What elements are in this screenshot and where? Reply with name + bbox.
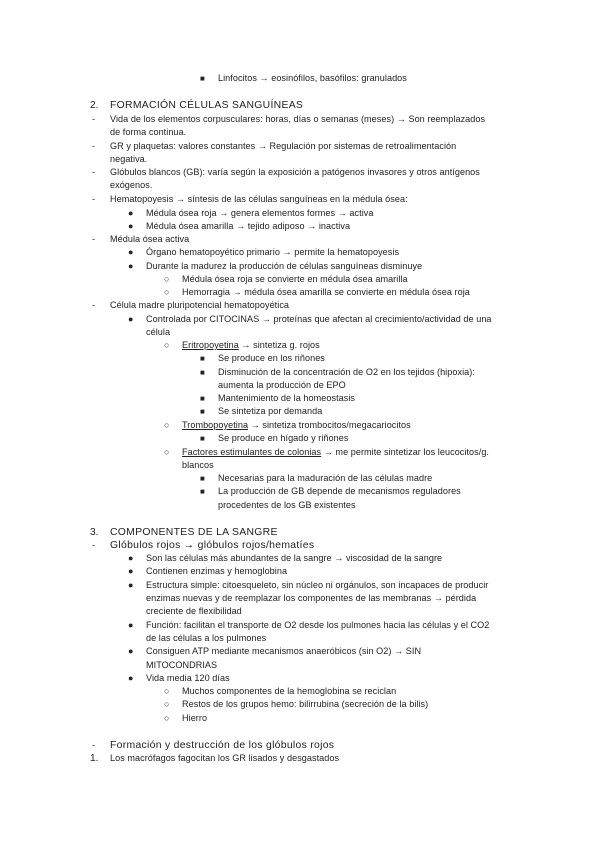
section-heading-componentes: COMPONENTES DE LA SANGRE — [110, 527, 278, 538]
text-line: MITOCONDRIAS — [146, 660, 218, 670]
text-line — [182, 419, 411, 432]
square-bullet-icon: ■ — [200, 434, 205, 443]
text-line: procedentes de los GB existentes — [218, 500, 356, 510]
dot-bullet-icon: ● — [128, 620, 134, 630]
dash-bullet-icon: - — [92, 114, 95, 124]
circle-bullet-icon: ○ — [164, 340, 170, 350]
text-line: Hemorragia → médula ósea amarilla se convierte en médula ósea roja — [182, 287, 470, 297]
text-line: GR y plaquetas: valores constantes → Regulación por sistemas de retroalimentación — [110, 141, 457, 151]
square-bullet-icon: ■ — [200, 474, 205, 483]
underlined-term: Eritropoyetina — [182, 340, 239, 350]
text-line: Vida de los elementos corpusculares: horas, días o semanas (meses) → Son reemplazados — [110, 114, 486, 124]
text-line: Estructura simple: citoesqueleto, sin núcleo ni orgánulos, son incapaces de producir — [146, 580, 489, 590]
dash-bullet-icon: - — [92, 194, 95, 204]
text-line: Necesarias para la maduración de las células madre — [218, 473, 433, 483]
underlined-term: Trombopoyetina — [182, 420, 249, 430]
text-line: Glóbulos blancos (GB): varía según la exposición a patógenos invasores y otros antígenos — [110, 167, 480, 177]
dot-bullet-icon: ● — [128, 673, 134, 683]
text-line: enzimas nuevas y de reemplazar los componentes de las membranas → pérdida — [146, 593, 477, 603]
text-line: Controlada por CITOCINAS → proteínas que afectan al crecimiento/actividad de una — [146, 314, 492, 324]
dot-bullet-icon: ● — [128, 553, 134, 563]
square-bullet-icon: ■ — [200, 354, 205, 363]
text-line: Se produce en hígado y riñones — [218, 433, 349, 443]
text-line: La producción de GB depende de mecanismos reguladores — [218, 486, 461, 496]
text-line — [182, 339, 320, 352]
underlined-term: Factores estimulantes de colonias — [182, 447, 322, 457]
circle-bullet-icon: ○ — [164, 287, 170, 297]
circle-bullet-icon: ○ — [164, 447, 170, 457]
circle-bullet-icon: ○ — [164, 713, 170, 723]
square-bullet-icon: ■ — [200, 74, 205, 83]
dash-bullet-icon: - — [92, 167, 95, 177]
text-line: Son las células más abundantes de la sangre → viscosidad de la sangre — [146, 553, 443, 563]
text-line: Médula ósea roja → genera elementos formes → activa — [146, 208, 374, 218]
text-fragment: → me permite sintetizar los leucocitos/g. — [321, 447, 490, 457]
square-bullet-icon: ■ — [200, 368, 205, 377]
text-line: Linfocitos → eosinófilos, basófilos: granulados — [218, 73, 407, 83]
text-line: Función: facilitan el transporte de O2 desde los pulmones hacia las células y el CO2 — [146, 620, 490, 630]
dash-bullet-icon: - — [92, 141, 95, 151]
text-line: Médula ósea roja se convierte en médula ósea amarilla — [182, 274, 408, 284]
text-line: Restos de los grupos hemo: bilirrubina (secreción de la bilis) — [182, 699, 429, 709]
text-line: de forma continua. — [110, 127, 187, 137]
dot-bullet-icon: ● — [128, 261, 134, 271]
text-line: Durante la madurez la producción de células sanguíneas disminuye — [146, 261, 423, 271]
text-line: célula — [146, 327, 171, 337]
text-line: Disminución de la concentración de O2 en los tejidos (hipoxia): — [218, 367, 475, 377]
square-bullet-icon: ■ — [200, 407, 205, 416]
text-line: exógenos. — [110, 180, 153, 190]
text-line: Se sintetiza por demanda — [218, 406, 323, 416]
circle-bullet-icon: ○ — [164, 420, 170, 430]
text-line: Médula ósea activa — [110, 234, 190, 244]
text-line: Muchos componentes de la hemoglobina se reciclan — [182, 686, 397, 696]
text-line: Hematopoyesis → síntesis de las células sanguíneas en la médula ósea: — [110, 194, 408, 204]
text-line: Se produce en los riñones — [218, 353, 325, 363]
text-line: Órgano hematopoyético primario → permite la hematopoyesis — [146, 247, 400, 257]
text-line: Contienen enzimas y hemoglobina — [146, 566, 288, 576]
text-line: Hierro — [182, 713, 208, 723]
dash-bullet-icon: - — [92, 234, 95, 244]
text-line: Vida media 120 días — [146, 673, 230, 683]
circle-bullet-icon: ○ — [164, 274, 170, 284]
section-heading-formacion: FORMACIÓN CÉLULAS SANGUÍNEAS — [110, 100, 304, 111]
section-number: 3. — [90, 527, 99, 538]
text-line: negativa. — [110, 154, 148, 164]
text-line: creciente de flexibilidad — [146, 606, 242, 616]
text-line: blancos — [182, 460, 214, 470]
circle-bullet-icon: ○ — [164, 686, 170, 696]
text-line: Mantenimiento de la homeostasis — [218, 393, 356, 403]
dash-bullet-icon: - — [92, 300, 95, 310]
dot-bullet-icon: ● — [128, 247, 134, 257]
text-line: Glóbulos rojos → glóbulos rojos/hematíes — [110, 540, 315, 551]
dot-bullet-icon: ● — [128, 208, 134, 218]
text-line: Célula madre pluripotencial hematopoyética — [110, 300, 290, 310]
text-line: Médula ósea amarilla → tejido adiposo → inactiva — [146, 221, 351, 231]
dash-bullet-icon: - — [92, 540, 95, 550]
dot-bullet-icon: ● — [128, 566, 134, 576]
text-line: Consiguen ATP mediante mecanismos anaeróbicos (sin O2) → SIN — [146, 646, 422, 656]
dot-bullet-icon: ● — [128, 580, 134, 590]
dot-bullet-icon: ● — [128, 221, 134, 231]
text-line: Formación y destrucción de los glóbulos rojos — [110, 740, 335, 751]
circle-bullet-icon: ○ — [164, 699, 170, 709]
text-line: Los macrófagos fagocitan los GR lisados y desgastados — [110, 753, 340, 763]
text-line: de las células a los pulmones — [146, 633, 267, 643]
list-number: 1. — [90, 753, 99, 764]
section-number: 2. — [90, 100, 99, 111]
square-bullet-icon: ■ — [200, 487, 205, 496]
text-fragment: → sintetiza trombocitos/megacariocitos — [248, 420, 411, 430]
text-line — [182, 446, 489, 459]
text-fragment: → sintetiza g. rojos — [238, 340, 320, 350]
square-bullet-icon: ■ — [200, 394, 205, 403]
dot-bullet-icon: ● — [128, 646, 134, 656]
text-line: aumenta la producción de EPO — [218, 380, 346, 390]
dot-bullet-icon: ● — [128, 314, 134, 324]
dash-bullet-icon: - — [92, 740, 95, 750]
